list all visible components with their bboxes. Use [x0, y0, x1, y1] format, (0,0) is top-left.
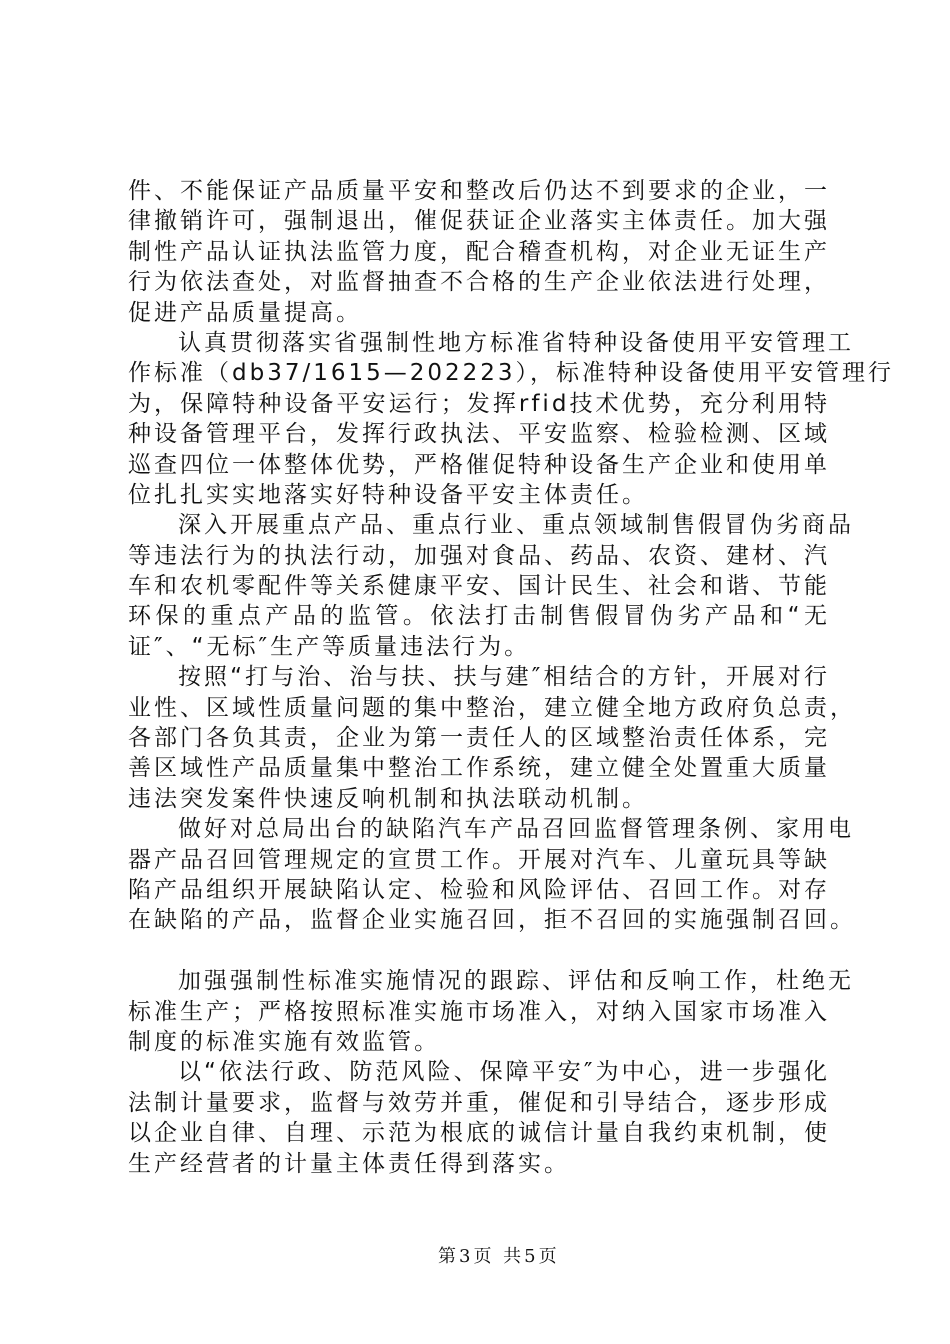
- paragraph-mandatory-standards: [128, 966, 854, 1057]
- text-line: 陷产品组织开展缺陷认定、检验和风险评估、召回工作。对存: [128, 876, 830, 903]
- text-line: 等违法行为的执法行动，加强对食品、药品、农资、建材、汽: [128, 542, 830, 569]
- text-line: 作标准（db37/1615—202223），标准特种设备使用平安管理行: [128, 360, 895, 387]
- blank-line: [128, 936, 830, 966]
- text-line: 证″、“无标″生产等质量违法行为。: [128, 633, 531, 660]
- text-line: 生产经营者的计量主体责任得到落实。: [128, 1150, 570, 1177]
- text-line: 件、不能保证产品质量平安和整改后仍达不到要求的企业，一: [128, 178, 830, 204]
- text-line: 车和农机零配件等关系健康平安、国计民生、社会和谐、节能: [128, 573, 830, 600]
- document-body: [128, 176, 895, 1179]
- text-line: 违法突发案件快速反响机制和执法联动机制。: [128, 785, 648, 812]
- text-line: 加强强制性标准实施情况的跟踪、评估和反响工作，杜绝无: [178, 968, 854, 995]
- text-line: 种设备管理平台，发挥行政执法、平安监察、检验检测、区域: [128, 421, 830, 448]
- paragraph-special-equipment: [128, 328, 895, 510]
- text-line: 促进产品质量提高。: [128, 299, 362, 326]
- text-line: 律撤销许可，强制退出，催促获证企业落实主体责任。加大强: [128, 208, 830, 235]
- text-line: 行为依法查处，对监督抽查不合格的生产企业依法进行处理，: [128, 269, 830, 296]
- text-line: 器产品召回管理规定的宣贯工作。开展对汽车、儿童玩具等缺: [128, 846, 830, 873]
- text-line: 法制计量要求，监督与效劳并重，催促和引导结合，逐步形成: [128, 1089, 830, 1116]
- page-number-footer: 第3页 共5页: [438, 1246, 560, 1267]
- text-line: 环保的重点产品的监管。依法打击制售假冒伪劣产品和“无: [128, 603, 830, 630]
- text-line: 认真贯彻落实省强制性地方标准省特种设备使用平安管理工: [178, 329, 854, 356]
- text-line: 以企业自律、自理、示范为根底的诚信计量自我约束机制，使: [128, 1120, 830, 1147]
- text-line: 按照“打与治、治与扶、扶与建″相结合的方针，开展对行: [178, 664, 830, 691]
- text-line: 标准生产；严格按照标准实施市场准入，对纳入国家市场准入: [128, 998, 830, 1025]
- text-line: 位扎扎实实地落实好特种设备平安主体责任。: [128, 481, 648, 508]
- text-line: 在缺陷的产品，监督企业实施召回，拒不召回的实施强制召回。: [128, 907, 856, 934]
- text-line: 为，保障特种设备平安运行；发挥rfid技术优势，充分利用特: [128, 390, 830, 417]
- text-line: 巡查四位一体整体优势，严格催促特种设备生产企业和使用单: [128, 451, 830, 478]
- text-line: 以“依法行政、防范风险、保障平安″为中心，进一步强化: [178, 1059, 830, 1086]
- text-line: 善区域性产品质量集中整治工作系统，建立健全处置重大质量: [128, 755, 830, 782]
- text-line: 深入开展重点产品、重点行业、重点领域制售假冒伪劣商品: [178, 512, 854, 539]
- text-line: 做好对总局出台的缺陷汽车产品召回监督管理条例、家用电: [178, 816, 854, 843]
- paragraph-counterfeit-enforcement: [128, 510, 854, 662]
- text-line: 各部门各负其责，企业为第一责任人的区域整治责任体系，完: [128, 725, 830, 752]
- paragraph-metrology: [128, 1057, 830, 1179]
- paragraph-regional-rectification: [128, 662, 856, 814]
- paragraph-product-recall: [128, 814, 856, 936]
- text-line: 业性、区域性质量问题的集中整治，建立健全地方政府负总责，: [128, 694, 856, 721]
- text-line: 制度的标准实施有效监管。: [128, 1028, 440, 1055]
- text-line: 制性产品认证执法监管力度，配合稽查机构，对企业无证生产: [128, 238, 830, 265]
- paragraph-license-revocation: [128, 176, 830, 328]
